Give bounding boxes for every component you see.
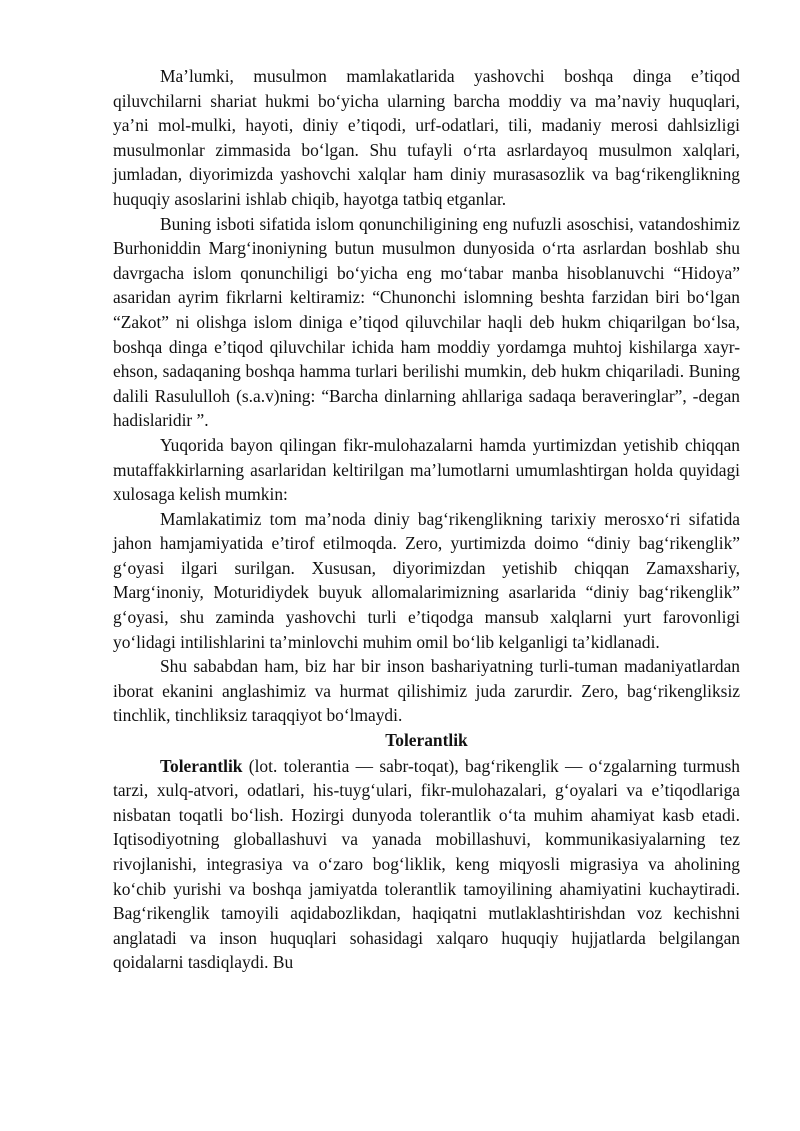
definition-paragraph [113, 754, 740, 975]
definition-text: (lot. tolerantia — sabr-toqat), bag‘rikenglik — o‘zgalarning turmush tarzi, xulq-atvori, odatlari, his-tuyg‘ulari, fikr-mulohazalari, g‘oyalari va e’tiqodlariga nisbatan toqatli bo‘lish. Hozirgi dunyoda tolerantlik o‘ta muhim ahamiyat kasb etadi. Iqtisodiyotning globallashuvi va yanada mobillashuvi, kommunikasiyalarning tez rivojlanishi, integrasiya va o‘zaro bog‘liklik, keng miqyosli migrasiya va aholining ko‘chib yurishi va boshqa jamiyatda tolerantlik tamoyilining ahamiyatini kuchaytiradi. Bag‘rikenglik tamoyili aqidabozlikdan, haqiqatni mutlaklashtirishdan voz kechishni anglatadi va inson huquqlari sohasidagi xalqaro huquqiy hujjatlarda belgilangan qoidalarni tasdiqlaydi. Bu [113, 755, 740, 973]
paragraph-1: Ma’lumki, musulmon mamlakatlarida yashovchi boshqa dinga e’tiqod qiluvchilarni shariat hukmi bo‘yicha ularning barcha moddiy va ma’naviy huquqlari, ya’ni mol-mulki, hayoti, diniy e’tiqodi, urf-odatlari, tili, madaniy merosi dahlsizligi musulmonlar zimmasida bo‘lgan. Shu tufayli o‘rta asrlardayoq musulmon xalqlari, jumladan, diyorimizda yashovchi xalqlar ham diniy murasasozlik va bag‘rikenglikning huquqiy asoslarini ishlab chiqib, hayotga tatbiq etganlar. [113, 66, 740, 209]
paragraph-3: Yuqorida bayon qilingan fikr-mulohazalarni hamda yurtimizdan yetishib chiqqan mutaffakkirlarning asarlaridan keltirilgan ma’lumotlarni umumlashtirgan holda quyidagi xulosaga kelish mumkin: [113, 434, 740, 505]
paragraph-4: Mamlakatimiz tom ma’noda diniy bag‘rikenglikning tarixiy merosxo‘ri sifatida jahon hamjamiyatida e’tirof etilmoqda. Zero, yurtimizda doimo “diniy bag‘rikenglik” g‘oyasi ilgari surilgan. Xususan, diyorimizdan yetishib chiqqan Zamaxshariy, Marg‘inoniy, Moturidiydek buyuk allomalarimizning asarlarida “diniy bag‘rikenglik” g‘oyasi, shu zaminda yashovchi turli e’tiqodga mansub xalqlarni yurt farovonligi yo‘lidagi intilishlarini ta’minlovchi muhim omil bo‘lib kelganligi ta’kidlanadi. [113, 508, 740, 652]
section-heading: Tolerantlik [385, 730, 468, 751]
paragraph-5: Shu sababdan ham, biz har bir inson bashariyatning turli-tuman madaniyatlardan iborat ekanini anglashimiz va hurmat qilishimiz juda zarurdir. Zero, bag‘rikengliksiz tinchlik, tinchliksiz taraqqiyot bo‘lmaydi. [113, 656, 740, 726]
paragraph-2: Buning isboti sifatida islom qonunchiligining eng nufuzli asoschisi, vatandoshimiz Burhoniddin Marg‘inoniyning butun musulmon dunyosida o‘rta asrlardan boshlab shu davrgacha islom qonunchiligi bo‘yicha eng mo‘tabar manba hisoblanuvchi “Hidoya” asaridan ayrim fikrlarni keltiramiz: “Chunonchi islomning beshta farzidan biri bo‘lgan “Zakot” ni olishga islom diniga e’tiqod qiluvchilar haqli deb hukm chiqarilgan bo‘lsa, boshqa dinga e’tiqod qiluvchilar ichida ham moddiy yordamga muhtoj kishilarga xayr-ehson, sadaqaning boshqa hamma turlari berilishi mumkin, deb hukm chiqariladi. Buning dalili Rasululloh (s.a.v)ning: “Barcha dinlarning ahllariga sadaqa beraveringlar”, -degan hadislaridir ”. [113, 213, 740, 431]
document-page [113, 64, 740, 975]
defined-term: Tolerantlik [160, 755, 243, 776]
